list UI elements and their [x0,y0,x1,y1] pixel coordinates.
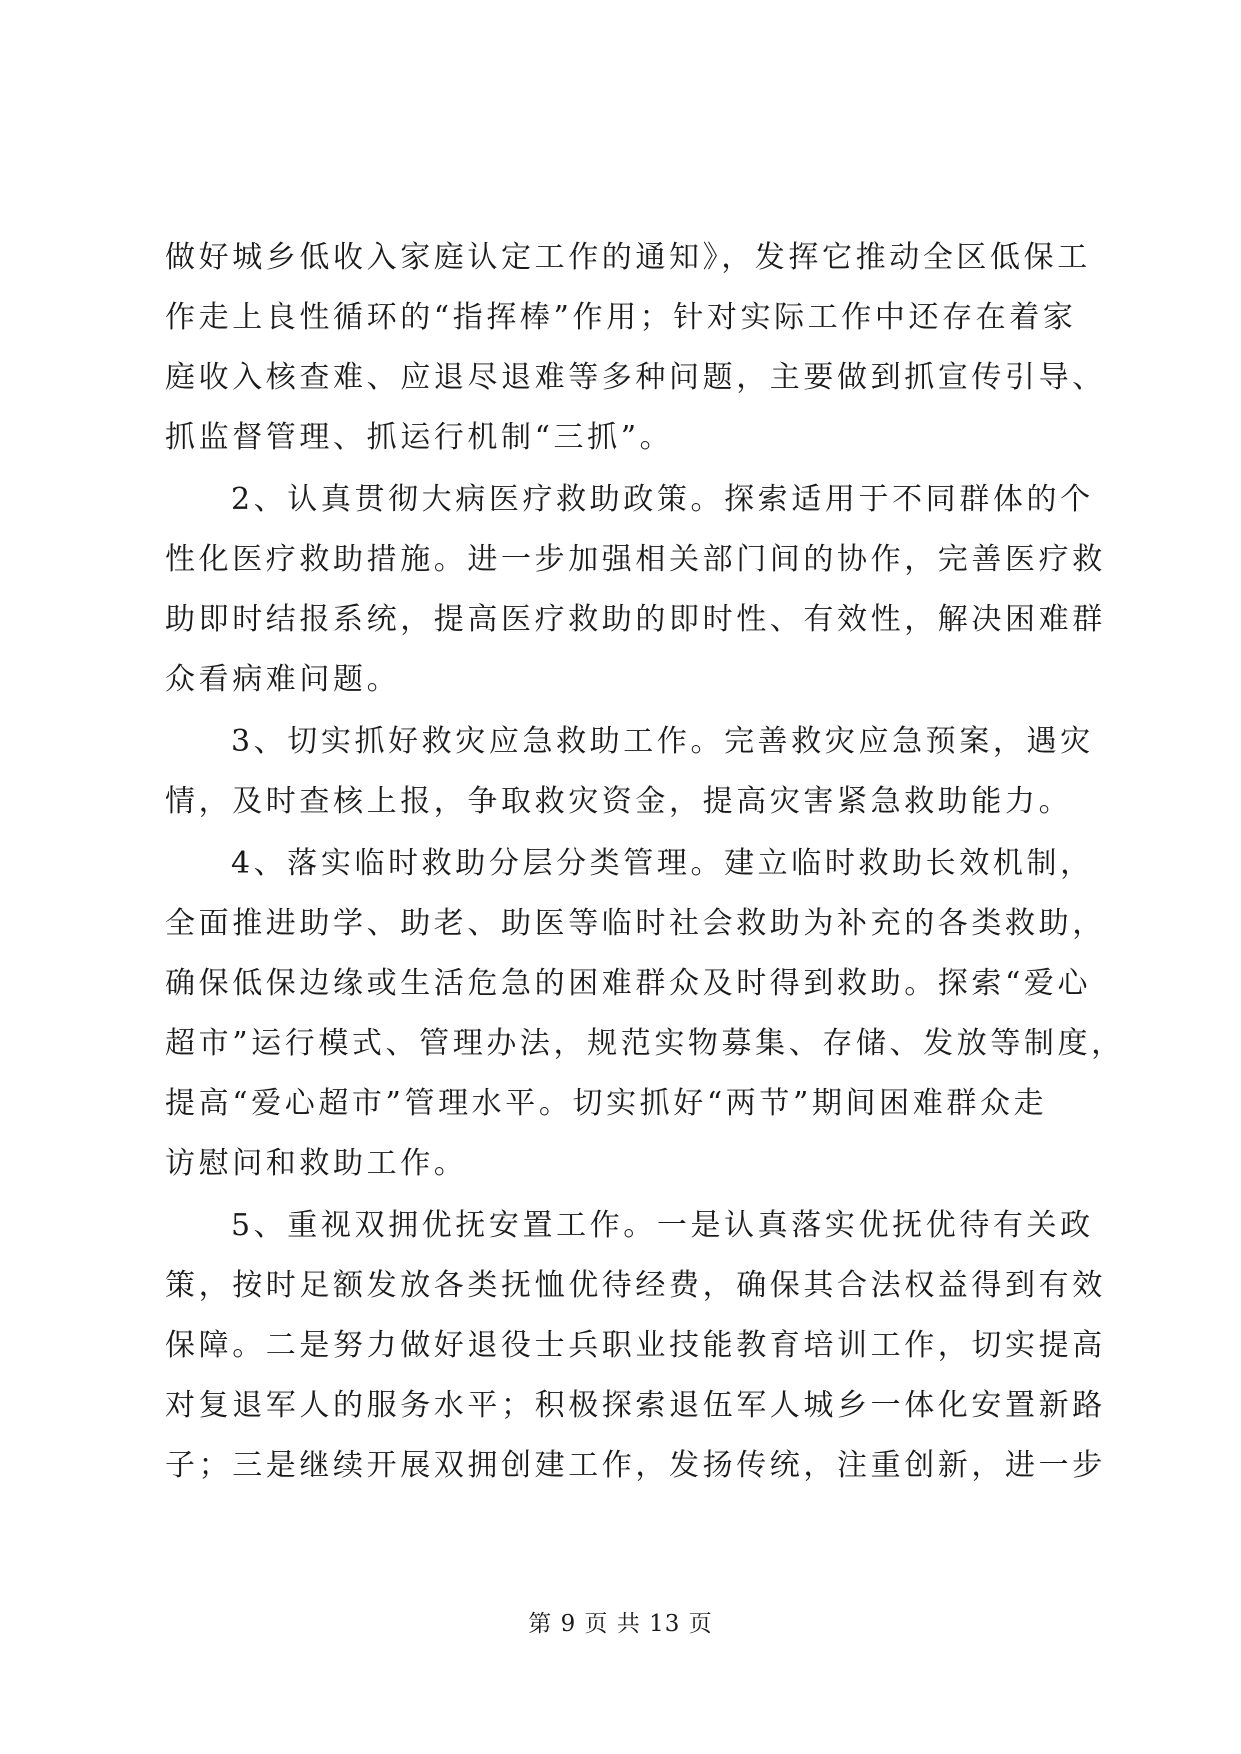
paragraph-continuation [165,228,1106,468]
text-line: 子；三是继续开展双拥创建工作，发扬传统，注重创新，进一步 [165,1448,1106,1483]
text-line: 众看病难问题。 [165,662,401,697]
text-line: 4、落实临时救助分层分类管理。建立临时救助长效机制， [231,846,1094,881]
text-line: 策，按时足额发放各类抚恤优待经费，确保其合法权益得到有效 [165,1268,1106,1303]
text-line: 确保低保边缘或生活危急的困难群众及时得到救助。探索“爱心 [165,966,1092,1001]
text-line: 性化医疗救助措施。进一步加强相关部门间的协作，完善医疗救 [165,542,1106,577]
text-line: 情，及时查核上报，争取救灾资金，提高灾害紧急救助能力。 [165,784,1073,819]
text-line: 访慰问和救助工作。 [165,1146,468,1181]
text-line: 超市”运行模式、管理办法，规范实物募集、存储、发放等制度， [165,1026,1125,1061]
text-line: 全面推进助学、助老、助医等临时社会救助为补充的各类救助， [165,906,1106,941]
text-line: 庭收入核查难、应退尽退难等多种问题，主要做到抓宣传引导、 [165,360,1106,395]
body-text [165,228,1125,1496]
text-line: 5、重视双拥优抚安置工作。一是认真落实优抚优待有关政 [231,1208,1094,1243]
text-line: 提高“爱心超市”管理水平。切实抓好“两节”期间困难群众走 [165,1086,1048,1121]
text-line: 对复退军人的服务水平；积极探索退伍军人城乡一体化安置新路 [165,1388,1106,1423]
text-line: 3、切实抓好救灾应急救助工作。完善救灾应急预案，遇灾 [231,724,1094,759]
page-number-footer: 第 9 页 共 13 页 [528,1611,713,1637]
text-line: 助即时结报系统，提高医疗救助的即时性、有效性，解决困难群 [165,602,1106,637]
paragraph-item-4 [165,834,1125,1194]
paragraph-item-2 [165,470,1106,710]
text-line: 做好城乡低收入家庭认定工作的通知》，发挥它推动全区低保工 [165,240,1091,275]
paragraph-item-3 [165,712,1094,832]
text-line: 作走上良性循环的“指挥棒”作用；针对实际工作中还存在着家 [165,300,1077,335]
text-line: 2、认真贯彻大病医疗救助政策。探索适用于不同群体的个 [231,482,1094,517]
text-line: 保障。二是努力做好退役士兵职业技能教育培训工作，切实提高 [165,1328,1106,1363]
text-line: 抓监督管理、抓运行机制“三抓”。 [165,420,674,455]
paragraph-item-5 [165,1196,1106,1496]
